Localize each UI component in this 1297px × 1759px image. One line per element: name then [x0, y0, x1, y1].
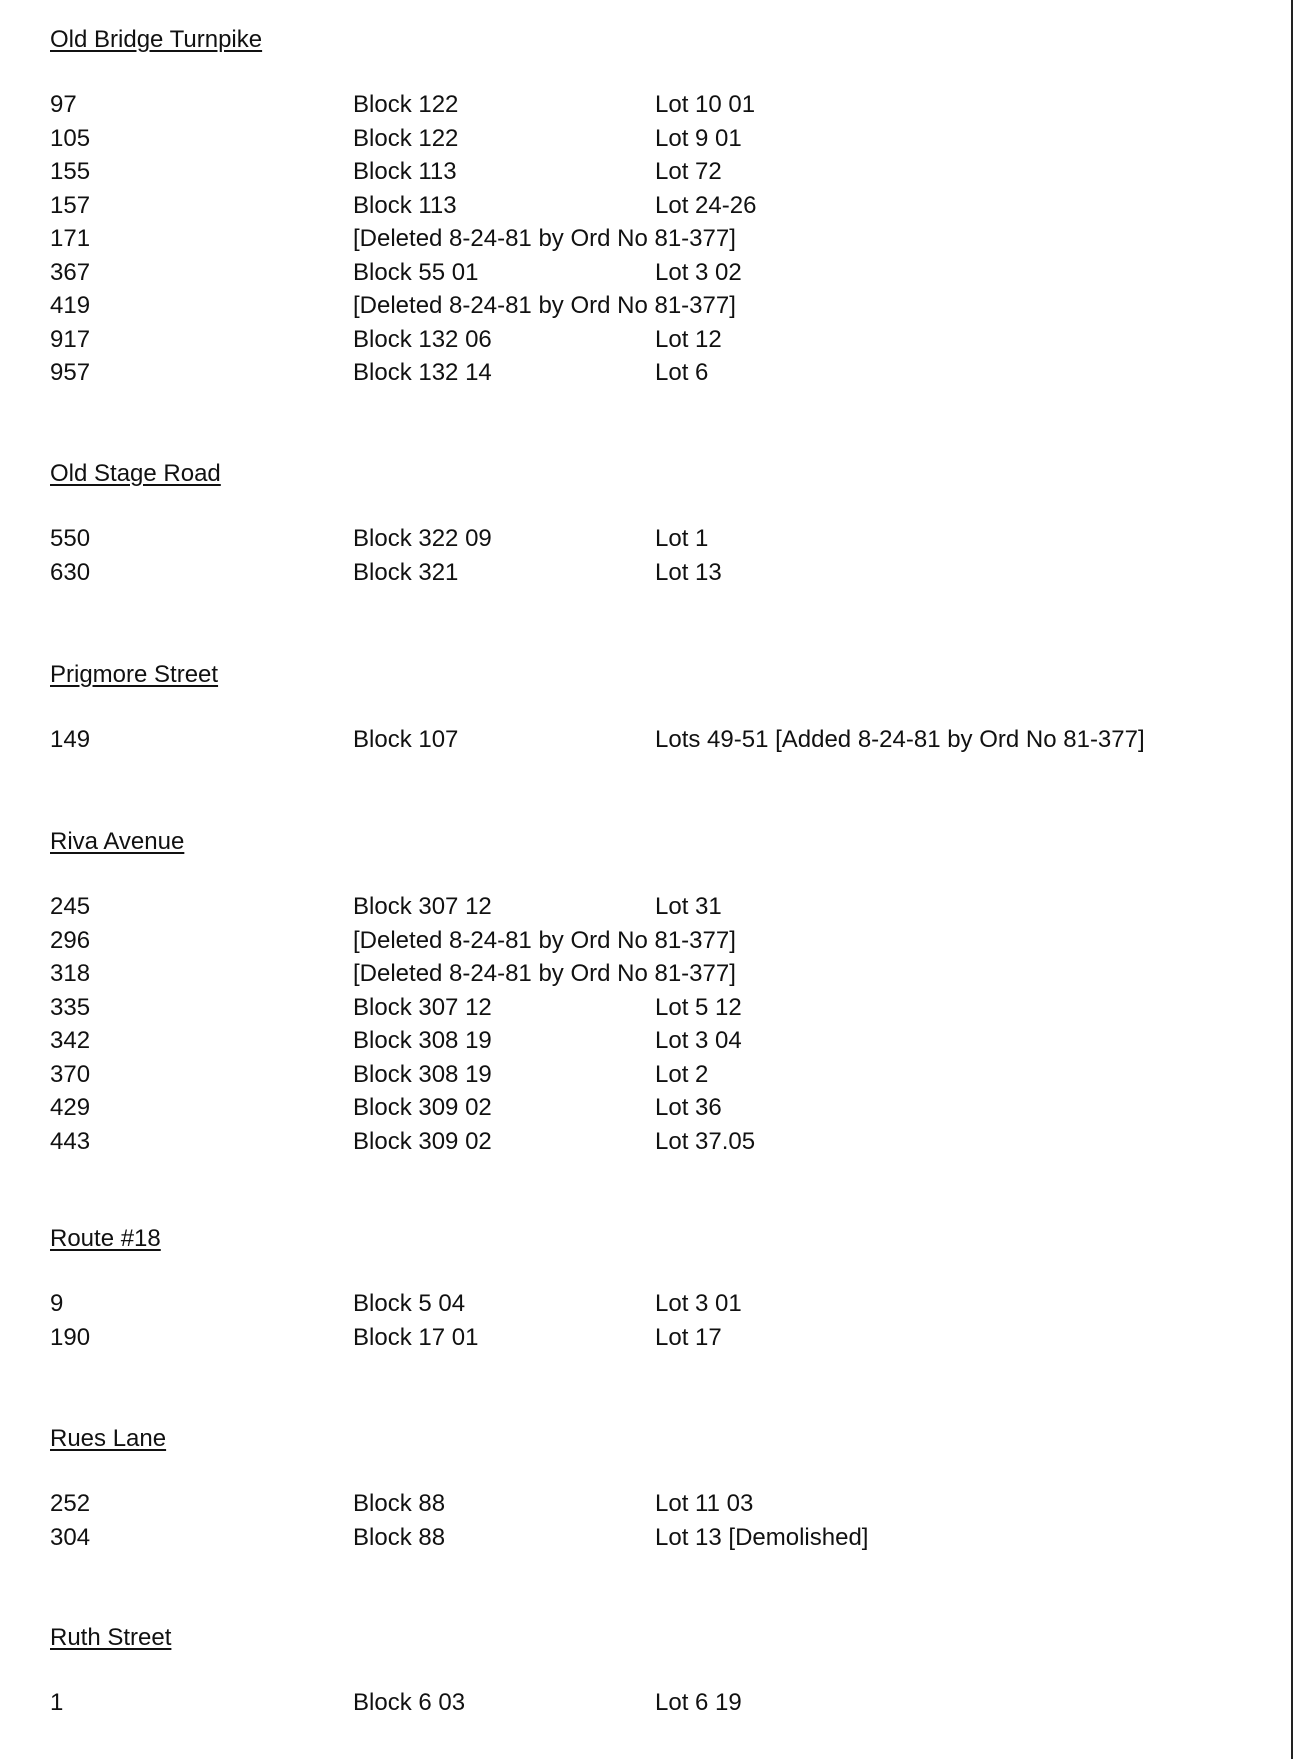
lot-ref: Lot 11 03: [655, 1490, 754, 1517]
section-title: Old Stage Road: [50, 460, 221, 487]
section-old-stage-road: [50, 459, 1270, 589]
lot-ref: Lot 9 01: [655, 124, 742, 152]
street-number: 304: [50, 1523, 91, 1551]
street-number: 429: [50, 1094, 91, 1121]
list-item: [50, 924, 1270, 958]
list-item: [50, 356, 1270, 390]
list-item: [50, 1287, 1270, 1321]
list-item: [50, 556, 1270, 590]
page-edge-rule: [1291, 0, 1293, 1759]
list-item: [50, 1024, 1270, 1058]
section-title: Prigmore Street: [50, 661, 219, 688]
list-item: [50, 957, 1270, 991]
block-ref: Block 322 09: [353, 525, 492, 552]
section-rues-lane: [50, 1424, 1270, 1554]
list-item: [50, 1058, 1270, 1092]
street-number: 245: [50, 893, 91, 920]
list-item: [50, 122, 1270, 156]
lot-ref: Lot 10 01: [655, 91, 756, 118]
lot-ref: Lot 24-26: [655, 191, 757, 219]
street-number: 171: [50, 225, 91, 252]
list-item: [50, 1521, 1270, 1555]
lot-ref: Lot 13 [Demolished]: [655, 1523, 869, 1551]
block-ref: Block 122: [353, 91, 459, 118]
block-ref: Block 17 01: [353, 1323, 479, 1351]
section-title: Old Bridge Turnpike: [50, 26, 263, 53]
block-ref: Block 308 19: [353, 1060, 492, 1088]
lot-ref: Lot 3 01: [655, 1290, 742, 1317]
street-number: 9: [50, 1290, 64, 1317]
block-ref: Block 88: [353, 1523, 446, 1551]
street-number: 443: [50, 1127, 91, 1155]
lot-ref: Lot 3 04: [655, 1027, 742, 1054]
block-ref: Block 132 14: [353, 359, 492, 386]
street-number: 630: [50, 558, 91, 586]
street-number: 342: [50, 1027, 91, 1054]
deletion-note: [Deleted 8-24-81 by Ord No 81-377]: [353, 225, 736, 252]
street-number: 367: [50, 258, 91, 286]
street-number: 957: [50, 359, 91, 386]
lot-ref: Lot 72: [655, 158, 722, 185]
block-ref: Block 113: [353, 191, 457, 219]
street-number: 419: [50, 292, 91, 319]
lot-ref: Lot 17: [655, 1323, 722, 1351]
block-ref: Block 55 01: [353, 258, 479, 286]
block-ref: Block 321: [353, 558, 459, 586]
section-title: Riva Avenue: [50, 828, 185, 855]
block-ref: Block 122: [353, 124, 459, 152]
section-title: Rues Lane: [50, 1425, 167, 1452]
list-item: [50, 723, 1270, 757]
block-ref: Block 307 12: [353, 893, 492, 920]
block-ref: Block 309 02: [353, 1094, 492, 1121]
list-item: [50, 991, 1270, 1025]
lot-ref: Lots 49-51 [Added 8-24-81 by Ord No 81-377]: [655, 726, 1145, 753]
street-number: 917: [50, 325, 91, 353]
lot-ref: Lot 31: [655, 893, 722, 920]
lot-ref: Lot 6: [655, 359, 709, 386]
street-number: 149: [50, 726, 91, 753]
lot-ref: Lot 36: [655, 1094, 722, 1121]
street-number: 97: [50, 91, 77, 118]
section-old-bridge-turnpike: [50, 25, 1270, 390]
street-number: 105: [50, 124, 91, 152]
list-item: [50, 1487, 1270, 1521]
street-number: 296: [50, 926, 91, 954]
list-item: [50, 522, 1270, 556]
list-item: [50, 155, 1270, 189]
block-ref: Block 307 12: [353, 993, 492, 1021]
street-number: 335: [50, 993, 91, 1021]
lot-ref: Lot 12: [655, 325, 722, 353]
block-ref: Block 88: [353, 1490, 446, 1517]
block-ref: Block 107: [353, 726, 459, 753]
lot-ref: Lot 5 12: [655, 993, 742, 1021]
block-ref: Block 5 04: [353, 1290, 466, 1317]
lot-ref: Lot 3 02: [655, 258, 742, 286]
list-item: [50, 1125, 1270, 1159]
block-ref: Block 6 03: [353, 1689, 466, 1716]
block-ref: Block 308 19: [353, 1027, 492, 1054]
section-route-18: [50, 1224, 1270, 1354]
street-number: 252: [50, 1490, 91, 1517]
street-number: 157: [50, 191, 91, 219]
section-ruth-street: [50, 1623, 1270, 1720]
lot-ref: Lot 13: [655, 558, 722, 586]
street-number: 190: [50, 1323, 91, 1351]
block-ref: Block 132 06: [353, 325, 492, 353]
section-prigmore-street: [50, 660, 1270, 757]
section-title: Ruth Street: [50, 1624, 172, 1651]
deletion-note: [Deleted 8-24-81 by Ord No 81-377]: [353, 926, 736, 954]
list-item: [50, 1091, 1270, 1125]
lot-ref: Lot 2: [655, 1060, 709, 1088]
list-item: [50, 323, 1270, 357]
street-number: 155: [50, 158, 91, 185]
lot-ref: Lot 6 19: [655, 1689, 742, 1716]
list-item: [50, 222, 1270, 256]
lot-ref: Lot 1: [655, 525, 709, 552]
lot-ref: Lot 37.05: [655, 1127, 756, 1155]
list-item: [50, 289, 1270, 323]
section-title: Route #18: [50, 1225, 161, 1252]
section-riva-avenue: [50, 827, 1270, 1158]
street-number: 550: [50, 525, 91, 552]
deletion-note: [Deleted 8-24-81 by Ord No 81-377]: [353, 960, 736, 987]
street-number: 318: [50, 960, 91, 987]
block-ref: Block 113: [353, 158, 457, 185]
street-number: 370: [50, 1060, 91, 1088]
list-item: [50, 189, 1270, 223]
street-number: 1: [50, 1689, 64, 1716]
block-ref: Block 309 02: [353, 1127, 492, 1155]
list-item: [50, 88, 1270, 122]
list-item: [50, 256, 1270, 290]
deletion-note: [Deleted 8-24-81 by Ord No 81-377]: [353, 292, 736, 319]
list-item: [50, 1686, 1270, 1720]
list-item: [50, 890, 1270, 924]
list-item: [50, 1321, 1270, 1355]
